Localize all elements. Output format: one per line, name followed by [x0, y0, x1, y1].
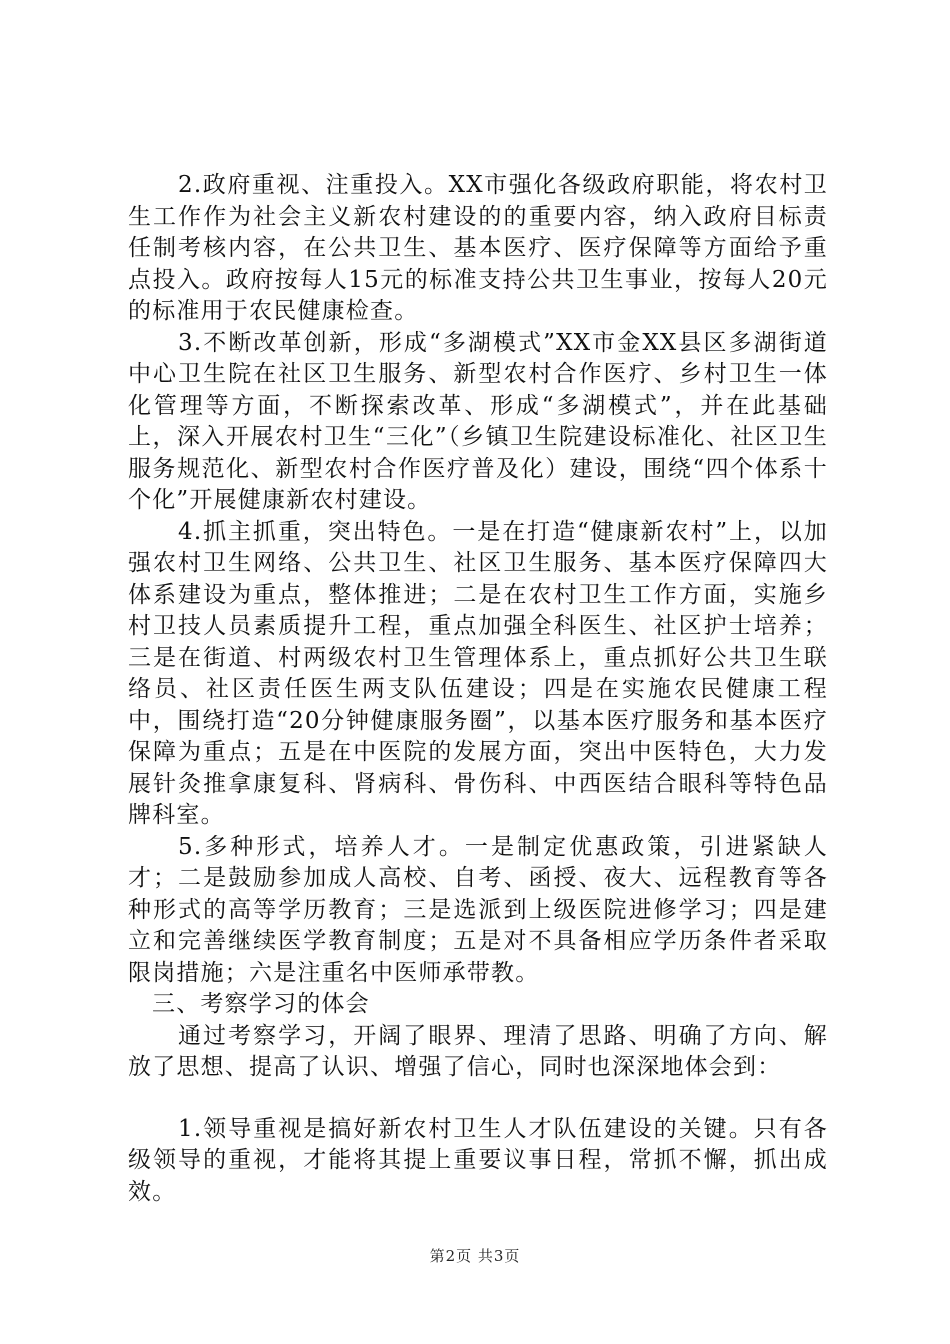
- document-body: [128, 170, 828, 1208]
- intro-paragraph: 通过考察学习，开阔了眼界、理清了思路、明确了方向、解放了思想、提高了认识、增强了信心，同时也深深地体会到：: [128, 1022, 828, 1080]
- section-heading: 三、考察学习的体会: [152, 991, 370, 1017]
- paragraph-4-key-focus: 4.抓主抓重，突出特色。一是在打造“健康新农村”上，以加强农村卫生网络、公共卫生、社区卫生服务、基本医疗保障四大体系建设为重点，整体推进；二是在农村卫生工作方面，实施乡村卫技人员素质提升工程，重点加强全科医生、社区护士培养；三是在街道、村两级农村卫生管理体系上，重点抓好公共卫生联络员、社区责任医生两支队伍建设；四是在实施农民健康工程中，围绕打造“20分钟健康服务圈”，以基本医疗服务和基本医疗保障为重点；五是在中医院的发展方面，突出中医特色，大力发展针灸推拿康复科、肾病科、骨伤科、中西医结合眼科等特色品牌科室。: [128, 518, 828, 828]
- page-footer: 第2页 共3页: [429, 1247, 521, 1265]
- paragraph-5-talent-training: 5.多种形式，培养人才。一是制定优惠政策，引进紧缺人才；二是鼓励参加成人高校、自考、函授、夜大、远程教育等各种形式的高等学历教育；三是选派到上级医院进修学习；四是建立和完善继续医学教育制度；五是对不具备相应学历条件者采取限岗措施；六是注重名中医师承带教。: [128, 833, 828, 986]
- paragraph-gap: [128, 1084, 828, 1114]
- paragraph-1-leadership: 1.领导重视是搞好新农村卫生人才队伍建设的关键。只有各级领导的重视，才能将其提上重要议事日程，常抓不懈，抓出成效。: [128, 1115, 828, 1205]
- paragraph-2-government-investment: 2.政府重视、注重投入。XX市强化各级政府职能，将农村卫生工作作为社会主义新农村建设的的重要内容，纳入政府目标责任制考核内容，在公共卫生、基本医疗、医疗保障等方面给予重点投入。政府按每人15元的标准支持公共卫生事业，按每人20元的标准用于农民健康检查。: [128, 172, 828, 324]
- paragraph-3-reform-innovation: 3.不断改革创新，形成“多湖模式”XX市金XX县区多湖街道中心卫生院在社区卫生服务、新型农村合作医疗、乡村卫生一体化管理等方面，不断探索改革、形成“多湖模式”，并在此基础上，深入开展农村卫生“三化”（乡镇卫生院建设标准化、社区卫生服务规范化、新型农村合作医疗普及化）建设，围绕“四个体系十个化”开展健康新农村建设。: [128, 329, 828, 513]
